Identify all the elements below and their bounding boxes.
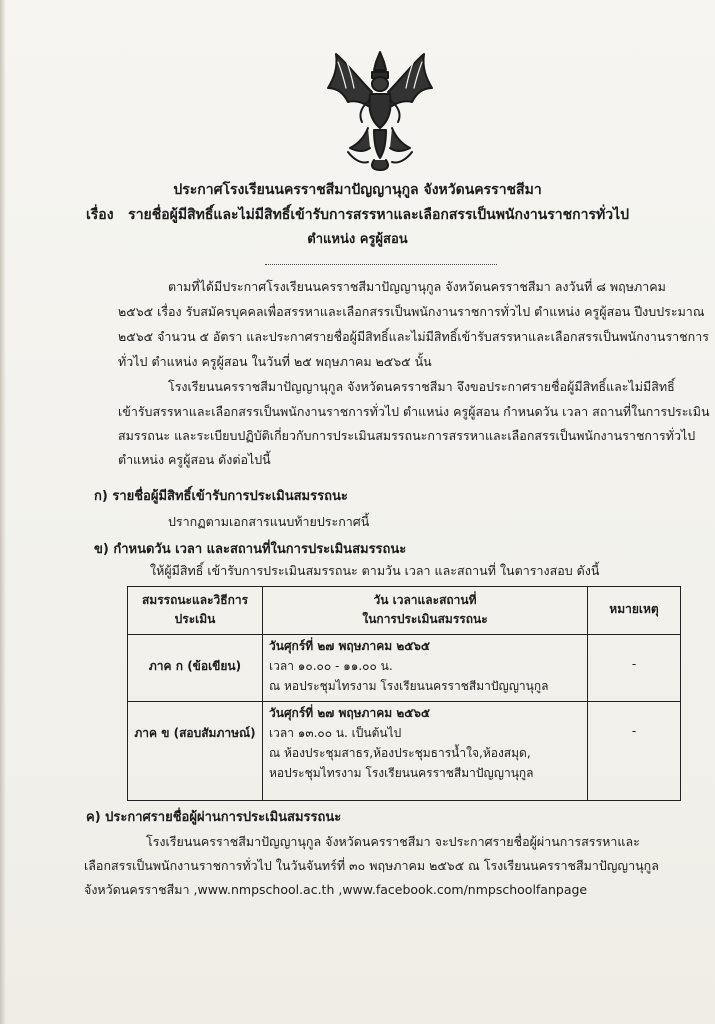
row-part: ภาค ก (ข้อเขียน) [148, 659, 242, 673]
table-cell [263, 635, 588, 702]
row-part: ภาค ข (สอบสัมภาษณ์) [134, 726, 256, 740]
table-header-cell [128, 587, 263, 635]
row-place: ณ ห้องประชุมสาธร,ห้องประชุมธารน้ำใจ,ห้องสมุด, [269, 746, 531, 760]
table-row [128, 635, 681, 702]
intro-p1-line: ๒๕๖๕ เรื่อง รับสมัครบุคคลเพื่อสรรหาและเลือกสรรเป็นพนักงานราชการทั่วไป ตำแหน่ง ครูผู้สอน ปีงบประมาณ [118, 304, 705, 319]
row-place: ณ หอประชุมไทรงาม โรงเรียนนครราชสีมาปัญญานุกูล [269, 679, 549, 693]
subject-text: รายชื่อผู้มีสิทธิ์และไม่มีสิทธิ์เข้ารับการสรรหาและเลือกสรรเป็นพนักงานราชการทั่วไป [128, 207, 630, 223]
page-edge-shadow [0, 0, 6, 1024]
intro-p2-line: เข้ารับสรรหาและเลือกสรรเป็นพนักงานราชการทั่วไป ตำแหน่ง ครูผู้สอน กำหนดวัน เวลา สถานที่ในการประเมิน [118, 404, 710, 419]
table-cell [588, 702, 681, 801]
header-col1-line1: สมรรถนะและวิธีการ [141, 593, 249, 607]
section-a-body: ปรากฏตามเอกสารแนบท้ายประกาศนี้ [168, 514, 370, 529]
section-a-heading: ก) รายชื่อผู้มีสิทธิ์เข้ารับการประเมินสมรรถนะ [94, 489, 348, 504]
header-col2-line1: วัน เวลาและสถานที่ [373, 593, 477, 607]
row-time: เวลา ๑๓.๐๐ น. เป็นต้นไป [269, 726, 402, 740]
intro-p2-line: โรงเรียนนครราชสีมาปัญญานุกูล จังหวัดนครราชสีมา จึงขอประกาศรายชื่อผู้มีสิทธิ์และไม่มีสิทธิ์ [168, 379, 675, 394]
row-date: วันศุกร์ที่ ๒๗ พฤษภาคม ๒๕๖๕ [269, 706, 431, 720]
intro-p2-line: ตำแหน่ง ครูผู้สอน ดังต่อไปนี้ [118, 452, 271, 467]
header-col3: หมายเหตุ [609, 602, 659, 616]
schedule-table [127, 586, 681, 801]
row-note: - [631, 724, 637, 738]
table-header-row [128, 587, 681, 635]
table-header-cell [263, 587, 588, 635]
announcement-title: ประกาศโรงเรียนนครราชสีมาปัญญานุกูล จังหวัดนครราชสีมา [173, 182, 542, 198]
dotted-divider [265, 264, 497, 265]
table-cell [588, 635, 681, 702]
section-c-heading: ค) ประกาศรายชื่อผู้ผ่านการประเมินสมรรถนะ [86, 810, 342, 825]
table-row [128, 702, 681, 801]
intro-p1-line: ตามที่ได้มีประกาศโรงเรียนนครราชสีมาปัญญานุกูล จังหวัดนครราชสีมา ลงวันที่ ๘ พฤษภาคม [168, 279, 666, 294]
section-c-line: เลือกสรรเป็นพนักงานราชการทั่วไป ในวันจันทร์ที่ ๓๐ พฤษภาคม ๒๕๖๕ ณ โรงเรียนนครราชสีมาปัญญานุกูล [84, 858, 659, 873]
row-note: - [631, 657, 637, 671]
table-cell [128, 702, 263, 801]
section-b-heading: ข) กำหนดวัน เวลา และสถานที่ในการประเมินสมรรถนะ [94, 542, 407, 557]
announcement-subject [0, 207, 715, 223]
subject-label: เรื่อง [85, 207, 114, 223]
intro-p2-line: สมรรถนะ และระเบียบปฏิบัติเกี่ยวกับการประเมินสมรรถนะการสรรหาและเลือกสรรเป็นพนักงานราชการทั่วไป [118, 428, 696, 443]
section-c-line: โรงเรียนนครราชสีมาปัญญานุกูล จังหวัดนครราชสีมา จะประกาศรายชื่อผู้ผ่านการสรรหาและ [146, 834, 640, 849]
section-b-body: ให้ผู้มีสิทธิ์ เข้ารับการประเมินสมรรถนะ ตามวัน เวลา และสถานที่ ในตารางสอบ ดังนี้ [150, 563, 600, 578]
intro-p1-line: ๒๕๖๕ จำนวน ๕ อัตรา และประกาศรายชื่อผู้มีสิทธิ์และไม่มีสิทธิ์เข้ารับสรรหาและเลือกสรรเป็นพนักงานราชการ [118, 329, 709, 344]
table-cell [128, 635, 263, 702]
announcement-position: ตำแหน่ง ครูผู้สอน [307, 232, 408, 247]
intro-p1-line: ทั่วไป ตำแหน่ง ครูผู้สอน ในวันที่ ๒๕ พฤษภาคม ๒๕๖๕ นั้น [118, 354, 432, 369]
row-place: หอประชุมไทรงาม โรงเรียนนครราชสีมาปัญญานุกูล [269, 766, 534, 780]
row-time: เวลา ๑๐.๐๐ - ๑๑.๐๐ น. [269, 659, 393, 673]
header-col2-line2: ในการประเมินสมรรถนะ [362, 612, 488, 626]
garuda-emblem-icon [324, 48, 436, 172]
table-cell [263, 702, 588, 801]
section-c-line: จังหวัดนครราชสีมา ,www.nmpschool.ac.th ,www.facebook.com/nmpschoolfanpage [84, 882, 588, 897]
header-col1-line2: ประเมิน [174, 612, 216, 626]
table-header-cell [588, 587, 681, 635]
row-date: วันศุกร์ที่ ๒๗ พฤษภาคม ๒๕๖๕ [269, 639, 431, 653]
